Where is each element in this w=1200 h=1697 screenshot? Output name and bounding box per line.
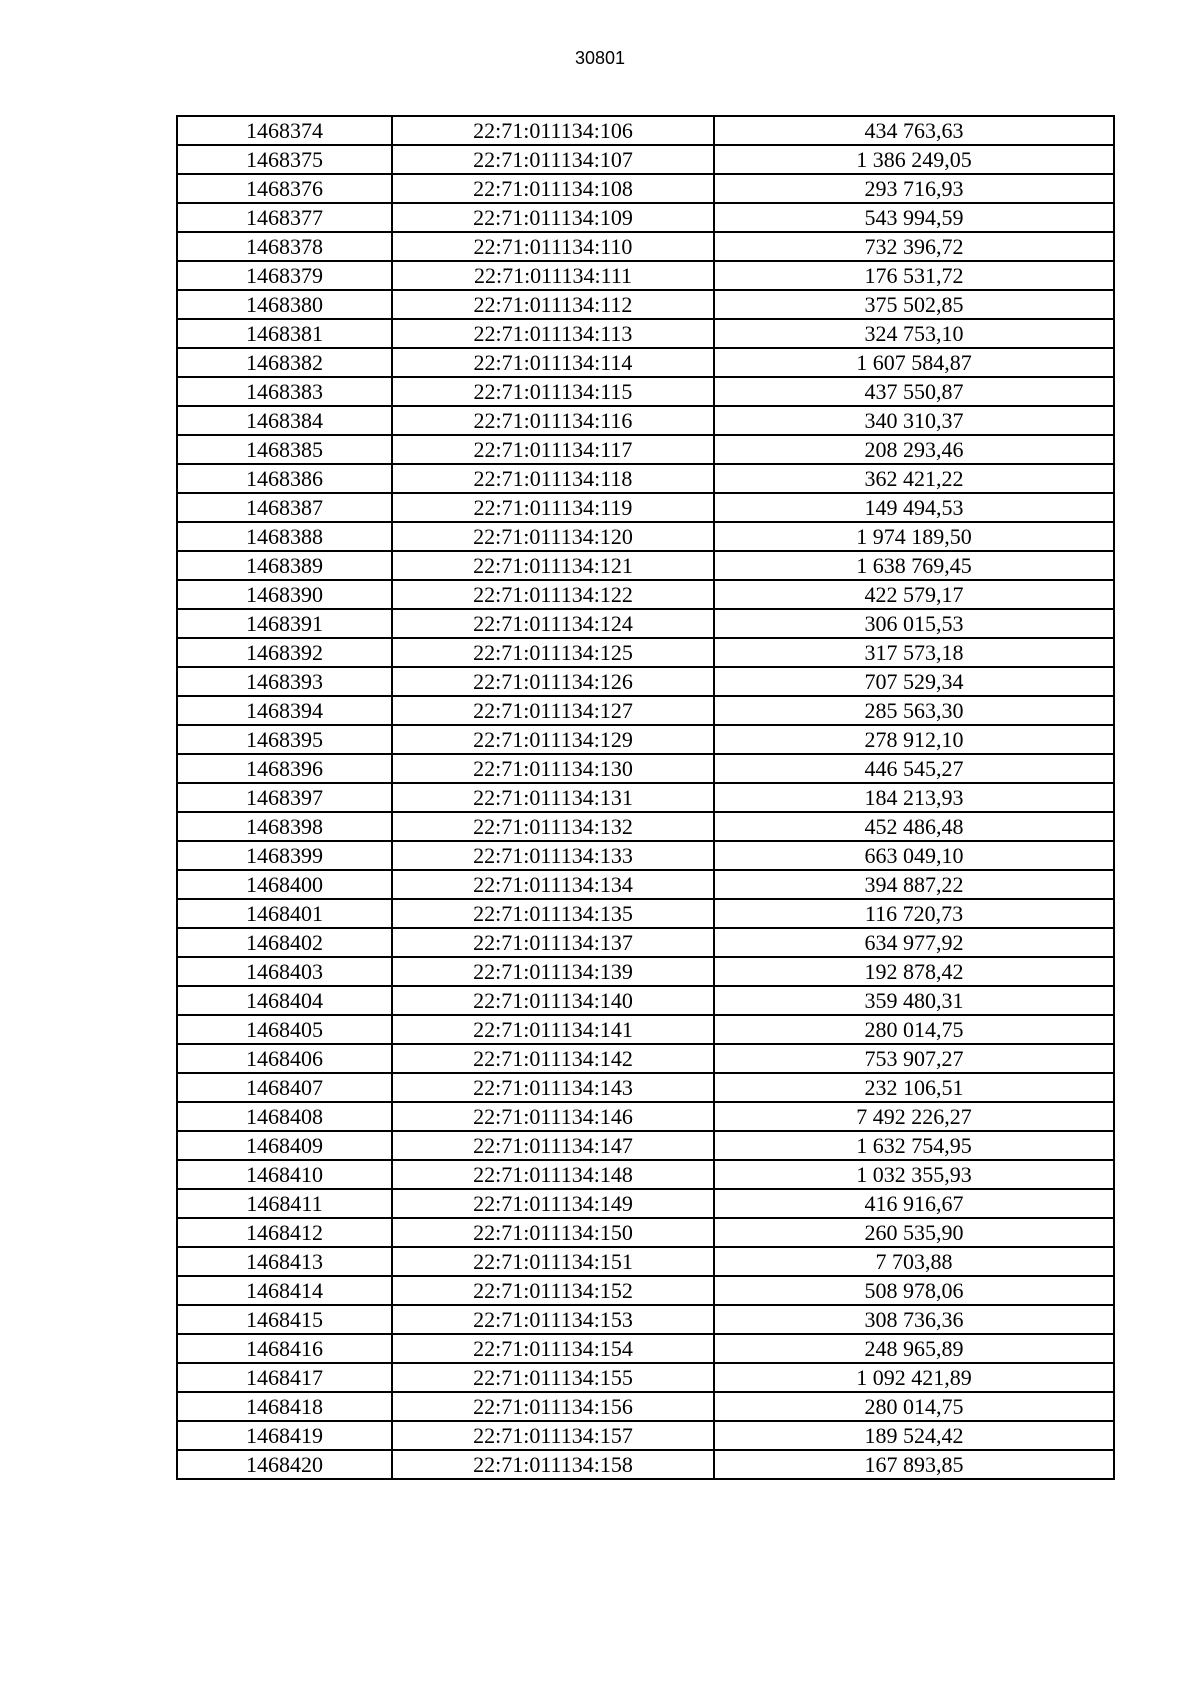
value-cell: 732 396,72 xyxy=(714,232,1114,261)
table-row xyxy=(177,841,1114,870)
value-cell: 260 535,90 xyxy=(714,1218,1114,1247)
table-row xyxy=(177,696,1114,725)
table-row xyxy=(177,1450,1114,1479)
row-id-cell: 1468385 xyxy=(177,435,392,464)
row-id-cell: 1468378 xyxy=(177,232,392,261)
value-cell: 446 545,27 xyxy=(714,754,1114,783)
cadastral-number-cell: 22:71:011134:126 xyxy=(392,667,714,696)
table-row xyxy=(177,899,1114,928)
row-id-cell: 1468400 xyxy=(177,870,392,899)
table-row xyxy=(177,551,1114,580)
table-row xyxy=(177,783,1114,812)
row-id-cell: 1468397 xyxy=(177,783,392,812)
row-id-cell: 1468410 xyxy=(177,1160,392,1189)
value-cell: 543 994,59 xyxy=(714,203,1114,232)
value-cell: 317 573,18 xyxy=(714,638,1114,667)
table-row xyxy=(177,522,1114,551)
cadastral-number-cell: 22:71:011134:137 xyxy=(392,928,714,957)
cadastral-number-cell: 22:71:011134:140 xyxy=(392,986,714,1015)
table-row xyxy=(177,1421,1114,1450)
row-id-cell: 1468412 xyxy=(177,1218,392,1247)
table-row xyxy=(177,928,1114,957)
row-id-cell: 1468375 xyxy=(177,145,392,174)
value-cell: 362 421,22 xyxy=(714,464,1114,493)
row-id-cell: 1468411 xyxy=(177,1189,392,1218)
cadastral-number-cell: 22:71:011134:124 xyxy=(392,609,714,638)
row-id-cell: 1468415 xyxy=(177,1305,392,1334)
table-row xyxy=(177,1189,1114,1218)
row-id-cell: 1468420 xyxy=(177,1450,392,1479)
row-id-cell: 1468413 xyxy=(177,1247,392,1276)
cadastral-number-cell: 22:71:011134:109 xyxy=(392,203,714,232)
value-cell: 208 293,46 xyxy=(714,435,1114,464)
row-id-cell: 1468409 xyxy=(177,1131,392,1160)
table-row xyxy=(177,261,1114,290)
value-cell: 184 213,93 xyxy=(714,783,1114,812)
cadastral-number-cell: 22:71:011134:146 xyxy=(392,1102,714,1131)
value-cell: 634 977,92 xyxy=(714,928,1114,957)
row-id-cell: 1468388 xyxy=(177,522,392,551)
table-row xyxy=(177,464,1114,493)
table-row xyxy=(177,754,1114,783)
cadastral-number-cell: 22:71:011134:153 xyxy=(392,1305,714,1334)
value-cell: 189 524,42 xyxy=(714,1421,1114,1450)
cadastral-number-cell: 22:71:011134:156 xyxy=(392,1392,714,1421)
value-cell: 394 887,22 xyxy=(714,870,1114,899)
row-id-cell: 1468381 xyxy=(177,319,392,348)
cadastral-number-cell: 22:71:011134:143 xyxy=(392,1073,714,1102)
cadastral-number-cell: 22:71:011134:107 xyxy=(392,145,714,174)
cadastral-number-cell: 22:71:011134:148 xyxy=(392,1160,714,1189)
row-id-cell: 1468417 xyxy=(177,1363,392,1392)
table-row xyxy=(177,493,1114,522)
cadastral-number-cell: 22:71:011134:122 xyxy=(392,580,714,609)
value-cell: 1 638 769,45 xyxy=(714,551,1114,580)
value-cell: 707 529,34 xyxy=(714,667,1114,696)
cadastral-number-cell: 22:71:011134:120 xyxy=(392,522,714,551)
cadastral-number-cell: 22:71:011134:154 xyxy=(392,1334,714,1363)
value-cell: 1 974 189,50 xyxy=(714,522,1114,551)
cadastral-number-cell: 22:71:011134:158 xyxy=(392,1450,714,1479)
value-cell: 232 106,51 xyxy=(714,1073,1114,1102)
cadastral-number-cell: 22:71:011134:151 xyxy=(392,1247,714,1276)
row-id-cell: 1468414 xyxy=(177,1276,392,1305)
row-id-cell: 1468402 xyxy=(177,928,392,957)
value-cell: 434 763,63 xyxy=(714,116,1114,145)
row-id-cell: 1468406 xyxy=(177,1044,392,1073)
value-cell: 308 736,36 xyxy=(714,1305,1114,1334)
value-cell: 167 893,85 xyxy=(714,1450,1114,1479)
cadastral-number-cell: 22:71:011134:133 xyxy=(392,841,714,870)
cadastral-number-cell: 22:71:011134:130 xyxy=(392,754,714,783)
cadastral-number-cell: 22:71:011134:121 xyxy=(392,551,714,580)
table-row xyxy=(177,174,1114,203)
row-id-cell: 1468404 xyxy=(177,986,392,1015)
cadastral-number-cell: 22:71:011134:152 xyxy=(392,1276,714,1305)
cadastral-number-cell: 22:71:011134:113 xyxy=(392,319,714,348)
value-cell: 375 502,85 xyxy=(714,290,1114,319)
table-row xyxy=(177,812,1114,841)
table-row xyxy=(177,290,1114,319)
row-id-cell: 1468416 xyxy=(177,1334,392,1363)
value-cell: 422 579,17 xyxy=(714,580,1114,609)
table-row xyxy=(177,232,1114,261)
cadastral-number-cell: 22:71:011134:117 xyxy=(392,435,714,464)
value-cell: 280 014,75 xyxy=(714,1392,1114,1421)
table-row xyxy=(177,348,1114,377)
table-row xyxy=(177,1276,1114,1305)
row-id-cell: 1468383 xyxy=(177,377,392,406)
row-id-cell: 1468392 xyxy=(177,638,392,667)
cadastral-number-cell: 22:71:011134:129 xyxy=(392,725,714,754)
cadastral-number-cell: 22:71:011134:125 xyxy=(392,638,714,667)
value-cell: 1 386 249,05 xyxy=(714,145,1114,174)
table-row xyxy=(177,1247,1114,1276)
cadastral-number-cell: 22:71:011134:115 xyxy=(392,377,714,406)
cadastral-number-cell: 22:71:011134:132 xyxy=(392,812,714,841)
row-id-cell: 1468401 xyxy=(177,899,392,928)
row-id-cell: 1468399 xyxy=(177,841,392,870)
table-row xyxy=(177,580,1114,609)
table-row xyxy=(177,1102,1114,1131)
table-row xyxy=(177,377,1114,406)
table-row xyxy=(177,145,1114,174)
value-cell: 340 310,37 xyxy=(714,406,1114,435)
row-id-cell: 1468395 xyxy=(177,725,392,754)
table-row xyxy=(177,319,1114,348)
table-body xyxy=(177,116,1114,1479)
row-id-cell: 1468382 xyxy=(177,348,392,377)
row-id-cell: 1468374 xyxy=(177,116,392,145)
value-cell: 1 032 355,93 xyxy=(714,1160,1114,1189)
cadastral-number-cell: 22:71:011134:135 xyxy=(392,899,714,928)
value-cell: 285 563,30 xyxy=(714,696,1114,725)
table-row xyxy=(177,406,1114,435)
row-id-cell: 1468396 xyxy=(177,754,392,783)
row-id-cell: 1468377 xyxy=(177,203,392,232)
value-cell: 1 632 754,95 xyxy=(714,1131,1114,1160)
table-row xyxy=(177,986,1114,1015)
cadastral-number-cell: 22:71:011134:142 xyxy=(392,1044,714,1073)
value-cell: 508 978,06 xyxy=(714,1276,1114,1305)
value-cell: 149 494,53 xyxy=(714,493,1114,522)
value-cell: 306 015,53 xyxy=(714,609,1114,638)
row-id-cell: 1468379 xyxy=(177,261,392,290)
value-cell: 7 703,88 xyxy=(714,1247,1114,1276)
table-row xyxy=(177,435,1114,464)
cadastral-number-cell: 22:71:011134:139 xyxy=(392,957,714,986)
table-row xyxy=(177,1015,1114,1044)
value-cell: 176 531,72 xyxy=(714,261,1114,290)
cadastral-number-cell: 22:71:011134:131 xyxy=(392,783,714,812)
cadastral-number-cell: 22:71:011134:116 xyxy=(392,406,714,435)
cadastral-number-cell: 22:71:011134:149 xyxy=(392,1189,714,1218)
row-id-cell: 1468407 xyxy=(177,1073,392,1102)
value-cell: 1 607 584,87 xyxy=(714,348,1114,377)
cadastral-number-cell: 22:71:011134:106 xyxy=(392,116,714,145)
cadastral-number-cell: 22:71:011134:157 xyxy=(392,1421,714,1450)
value-cell: 280 014,75 xyxy=(714,1015,1114,1044)
table-row xyxy=(177,1044,1114,1073)
table-row xyxy=(177,1218,1114,1247)
value-cell: 7 492 226,27 xyxy=(714,1102,1114,1131)
table-row xyxy=(177,203,1114,232)
table-row xyxy=(177,1131,1114,1160)
row-id-cell: 1468390 xyxy=(177,580,392,609)
table-row xyxy=(177,957,1114,986)
cadastral-number-cell: 22:71:011134:119 xyxy=(392,493,714,522)
row-id-cell: 1468376 xyxy=(177,174,392,203)
value-cell: 359 480,31 xyxy=(714,986,1114,1015)
table-row xyxy=(177,725,1114,754)
cadastral-number-cell: 22:71:011134:127 xyxy=(392,696,714,725)
row-id-cell: 1468387 xyxy=(177,493,392,522)
value-cell: 293 716,93 xyxy=(714,174,1114,203)
cadastral-number-cell: 22:71:011134:155 xyxy=(392,1363,714,1392)
table-row xyxy=(177,1305,1114,1334)
value-cell: 248 965,89 xyxy=(714,1334,1114,1363)
cadastral-number-cell: 22:71:011134:111 xyxy=(392,261,714,290)
row-id-cell: 1468386 xyxy=(177,464,392,493)
data-table xyxy=(176,115,1115,1480)
cadastral-number-cell: 22:71:011134:134 xyxy=(392,870,714,899)
row-id-cell: 1468398 xyxy=(177,812,392,841)
table-row xyxy=(177,1334,1114,1363)
table-row xyxy=(177,116,1114,145)
value-cell: 753 907,27 xyxy=(714,1044,1114,1073)
table-row xyxy=(177,870,1114,899)
value-cell: 192 878,42 xyxy=(714,957,1114,986)
cadastral-number-cell: 22:71:011134:112 xyxy=(392,290,714,319)
table-row xyxy=(177,638,1114,667)
cadastral-number-cell: 22:71:011134:141 xyxy=(392,1015,714,1044)
row-id-cell: 1468384 xyxy=(177,406,392,435)
page-number: 30801 xyxy=(574,48,626,68)
row-id-cell: 1468419 xyxy=(177,1421,392,1450)
row-id-cell: 1468380 xyxy=(177,290,392,319)
cadastral-number-cell: 22:71:011134:147 xyxy=(392,1131,714,1160)
cadastral-number-cell: 22:71:011134:108 xyxy=(392,174,714,203)
cadastral-number-cell: 22:71:011134:114 xyxy=(392,348,714,377)
table-row xyxy=(177,1392,1114,1421)
cadastral-number-cell: 22:71:011134:150 xyxy=(392,1218,714,1247)
row-id-cell: 1468391 xyxy=(177,609,392,638)
table-row xyxy=(177,609,1114,638)
cadastral-number-cell: 22:71:011134:110 xyxy=(392,232,714,261)
table-row xyxy=(177,1363,1114,1392)
value-cell: 663 049,10 xyxy=(714,841,1114,870)
value-cell: 324 753,10 xyxy=(714,319,1114,348)
row-id-cell: 1468389 xyxy=(177,551,392,580)
value-cell: 416 916,67 xyxy=(714,1189,1114,1218)
value-cell: 278 912,10 xyxy=(714,725,1114,754)
row-id-cell: 1468393 xyxy=(177,667,392,696)
row-id-cell: 1468418 xyxy=(177,1392,392,1421)
value-cell: 1 092 421,89 xyxy=(714,1363,1114,1392)
table-row xyxy=(177,667,1114,696)
row-id-cell: 1468394 xyxy=(177,696,392,725)
table-row xyxy=(177,1073,1114,1102)
table-row xyxy=(177,1160,1114,1189)
row-id-cell: 1468408 xyxy=(177,1102,392,1131)
row-id-cell: 1468403 xyxy=(177,957,392,986)
cadastral-number-cell: 22:71:011134:118 xyxy=(392,464,714,493)
value-cell: 437 550,87 xyxy=(714,377,1114,406)
value-cell: 452 486,48 xyxy=(714,812,1114,841)
row-id-cell: 1468405 xyxy=(177,1015,392,1044)
value-cell: 116 720,73 xyxy=(714,899,1114,928)
